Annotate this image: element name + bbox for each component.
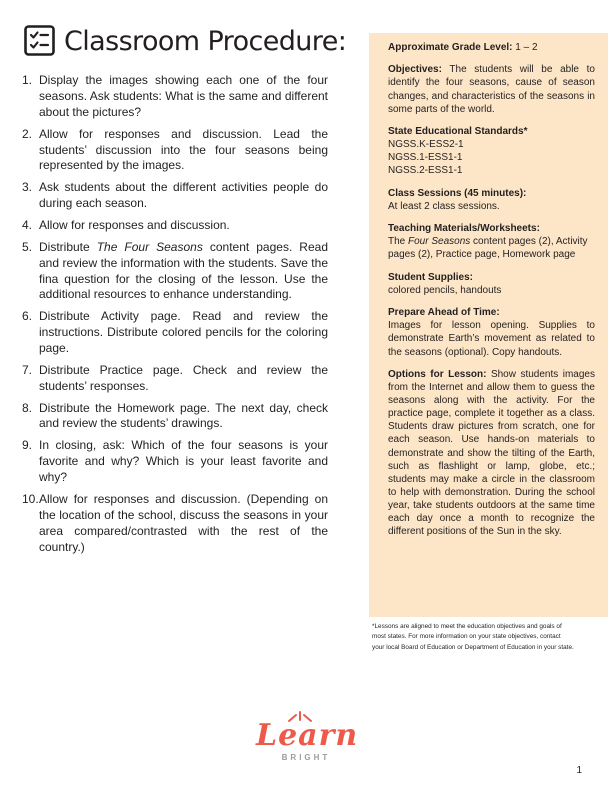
prepare-ahead [388,306,595,358]
standards [388,125,595,177]
class-sessions [388,187,595,213]
step-text-part: content pages. Read and review the information with the students. Save the fina question for the closing of the lesson. Use the additional resources to enhance understanding. [39,239,328,302]
standards-footnote [372,622,608,653]
step-text: In closing, ask: Which of the four seasons is your favorite and why? Which is your least favorite and why? [39,438,328,485]
lesson-options-label: Options for Lesson: [388,368,487,380]
step-text [39,240,328,304]
page-title: Classroom Procedure: [64,26,347,57]
procedure-step [22,438,328,486]
logo-wordmark: Learn [256,718,359,753]
procedure-list [22,73,328,561]
class-sessions-value: At least 2 class sessions. [388,200,500,212]
procedure-step [22,218,328,234]
step-number: 9. [22,438,33,453]
step-text: Distribute Activity page. Read and review the instructions. Distribute colored pencils for the coloring page. [39,309,328,356]
objectives [388,63,595,115]
step-number: 4. [22,217,33,232]
step-number: 3. [22,180,33,195]
prepare-ahead-value: Images for lesson opening. Supplies to demonstrate Earth’s movement as related to the seasons (optional). Copy handouts. [388,320,595,358]
step-number: 2. [22,126,33,141]
lesson-options-text: Show students images from the Internet and allow them to guess the seasons along with the activity. For the practice page, complete it together as a class. Students draw pictures from scratch, one for each season. Use hands-on materials to demonstrate and show the tilting of the Earth, such as flashlight or lamp, globe, etc.; students may make a circle in the classroom to help with demonstration. During the school year, take students outdoors at the same time each day once a month to recognize the different positions of the Sun in the sky. [388,368,595,538]
step-text: Allow for responses and discussion. Lead the students’ discussion into the four seasons being represented by the images. [39,126,328,173]
teaching-materials [388,222,595,261]
footnote-line: *Lessons are aligned to meet the education objectives and goals of [372,623,562,630]
logo-subtitle: BRIGHT [281,753,331,762]
lesson-info-sidebar [369,33,608,617]
step-text: Distribute Practice page. Check and review the students’ responses. [39,362,328,393]
step-text: Display the images showing each one of the four seasons. Ask students: What is the same and different about the pictures? [39,73,328,119]
student-supplies-label: Student Supplies: [388,271,473,283]
step-text-italic: The Four Seasons [96,239,203,254]
footnote-line: your local Board of Education or Department of Education in your state. [372,643,574,651]
checklist-icon [24,25,55,56]
standards-label: State Educational Standards* [388,126,528,138]
step-text: Allow for responses and discussion. [39,217,230,232]
standard-item: NGSS.2-ESS1-1 [388,165,463,177]
class-sessions-label: Class Sessions (45 minutes): [388,187,527,199]
learn-bright-logo [256,718,359,762]
step-number: 6. [22,309,33,324]
step-text: Allow for responses and discussion. (Depending on the location of the school, discuss the seasons in your area compared/contrasted with the rest of the country.) [39,491,328,554]
step-number: 1. [22,73,33,87]
student-supplies [388,271,595,297]
procedure-step [22,492,328,556]
step-number: 8. [22,400,33,415]
page-number: 1 [576,765,582,776]
teaching-materials-value [388,235,595,261]
step-number: 5. [22,239,33,254]
step-number: 7. [22,362,33,377]
lesson-options [388,368,595,538]
procedure-step [22,180,328,212]
student-supplies-value: colored pencils, handouts [388,284,502,296]
objectives-text: The students will be able to identify the four seasons, cause of season changes, and characteristics of the seasons in some parts of the world. [388,64,595,115]
sparkle-icon [286,711,314,723]
step-text: Ask students about the different activities people do during each season. [39,180,328,211]
standard-item: NGSS.K-ESS2-1 [388,139,464,151]
step-number: 10. [22,491,39,506]
objectives-label: Objectives: [388,64,442,76]
standard-item: NGSS.1-ESS1-1 [388,152,463,164]
grade-level [388,41,595,54]
step-text: Distribute the Homework page. The next day, check and review the students’ drawings. [39,400,328,431]
procedure-step [22,363,328,395]
procedure-step [22,240,328,304]
grade-level-value: 1 – 2 [515,42,538,53]
teaching-materials-label: Teaching Materials/Worksheets: [388,223,540,235]
materials-text-part: The [388,236,409,248]
procedure-step [22,309,328,357]
footnote-line: most states. For more information on your state objectives, contact [372,633,561,641]
procedure-step [22,73,328,121]
procedure-step [22,401,328,433]
procedure-step [22,127,328,175]
materials-text-part: content pages (2), Activity pages (2), Practice page, Homework page [388,236,588,261]
prepare-ahead-label: Prepare Ahead of Time: [388,307,500,319]
materials-text-italic: Four Seasons [408,236,471,248]
step-text-part: Distribute [39,239,97,254]
grade-level-label: Approximate Grade Level: [388,42,513,53]
